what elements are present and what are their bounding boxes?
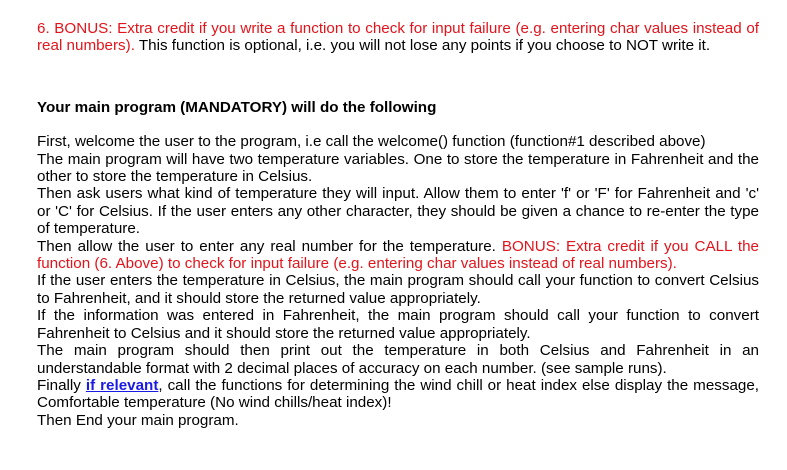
- bonus-red-text: 6. BONUS: Extra credit if you write a function to check for input failure (e.g. entering char values instead of real numbers).: [37, 20, 759, 55]
- document-page: [37, 20, 759, 429]
- step-end: Then End your main program.: [37, 411, 239, 429]
- step-finally-pre: Finally: [37, 376, 86, 394]
- main-program-steps: [37, 133, 759, 429]
- bonus-paragraph: [37, 20, 759, 55]
- step-finally-post: , call the functions for determining the wind chill or heat index else display the message, Comfortable temperature (No wind chills/heat index)!: [37, 376, 760, 412]
- step-enter-number: [37, 238, 759, 273]
- step-enter-number-text: Then allow the user to enter any real number for the temperature.: [37, 237, 502, 255]
- step-celsius-convert: If the user enters the temperature in Celsius, the main program should call your function to convert Celsius to Fahrenheit, and it should store the returned value appropriately.: [37, 272, 759, 307]
- main-program-heading: Your main program (MANDATORY) will do the following: [37, 98, 437, 116]
- step-variables: The main program will have two temperature variables. One to store the temperature in Fahrenheit and the other to store the temperature in Celsius.: [37, 150, 759, 186]
- step-fahrenheit-convert: If the information was entered in Fahrenheit, the main program should call your function to convert Fahrenheit to Celsius and it should store the returned value appropriately.: [37, 307, 759, 342]
- step-enter-number-bonus: BONUS: Extra credit if you CALL the function (6. Above) to check for input failure (e.g. entering char values instead of real numbers).: [37, 237, 759, 273]
- step-finally: [37, 377, 759, 412]
- bonus-black-text: This function is optional, i.e. you will not lose any points if you choose to NOT write it.: [134, 37, 711, 55]
- step-print-output: The main program should then print out the temperature in both Celsius and Fahrenheit in an understandable format with 2 decimal places of accuracy on each number. (see sample runs).: [37, 342, 759, 377]
- if-relevant-link[interactable]: if relevant: [85, 376, 159, 394]
- step-temperature-type: Then ask users what kind of temperature they will input. Allow them to enter 'f' or 'F' for Fahrenheit and 'c' or 'C' for Celsius. If the user enters any other character, they should be given a chance to re-enter the type of temperature.: [37, 185, 759, 238]
- step-welcome: First, welcome the user to the program, i.e call the welcome() function (function#1 described above): [37, 133, 706, 151]
